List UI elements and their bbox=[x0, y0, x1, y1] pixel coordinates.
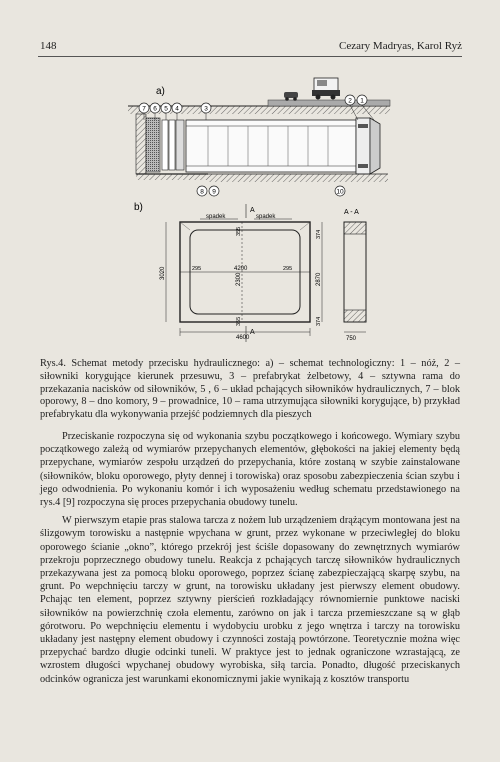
dim-top-wall: 355 bbox=[236, 226, 242, 236]
callout-5: 5 bbox=[164, 105, 168, 113]
callout-9: 9 bbox=[212, 188, 216, 196]
callout-8: 8 bbox=[200, 188, 204, 196]
dim-section-bottom: 374 bbox=[316, 316, 322, 326]
page-number: 148 bbox=[40, 40, 57, 52]
dim-section-height: 2870 bbox=[316, 272, 322, 286]
callout-6: 6 bbox=[153, 105, 157, 113]
panel-a-label: a) bbox=[156, 86, 165, 97]
dim-section-top: 374 bbox=[316, 229, 322, 239]
tunnel-segments bbox=[186, 120, 356, 172]
header-rule bbox=[38, 56, 462, 57]
dim-inner-height: 2300 bbox=[236, 272, 242, 286]
cutting-shield bbox=[356, 118, 380, 174]
dim-right-haunch: 295 bbox=[283, 266, 293, 272]
section-aa bbox=[344, 222, 366, 322]
callout-10: 10 bbox=[336, 188, 344, 196]
dim-left-haunch: 295 bbox=[192, 266, 202, 272]
section-title: A - A bbox=[344, 209, 359, 216]
panel-b-label: b) bbox=[134, 202, 143, 213]
section-marker-bottom: A bbox=[250, 329, 255, 336]
bottom-callouts bbox=[197, 186, 345, 196]
caption-label: Rys.4. bbox=[40, 358, 66, 369]
dim-bottom-wall: 355 bbox=[236, 316, 242, 326]
callout-1: 1 bbox=[360, 97, 364, 105]
paragraph-2: W pierwszym etapie pras stalowa tarcza z nożem lub urządzeniem drążącym montowana jest na ślizgowym torowisku a następnie wpychana w grunt, przez wykonane w przeciwległej do bloku oporowego ścianie „okno”, którego przekrój jest ściśle dopasowany do zewnętrznych wymiarów przekroju poprzecznego obudowy tunelu. Reakcja z pchających tarczę siłowników hydraulicznych przekazywana jest za pomocą bloku oporowego, poprzez ścianę zabezpieczającą skarpę szybu, na grunt. Po wepchnięciu tarczy w grunt, na torowisku układany jest pierwszy element obudowy. Pchając ten element, poprzez sztywny pierścień rozkładający równomiernie punktowe naciski siłowników na powierzchnię czoła elementu, zarówno on jak i tarcza przemieszczane są w głąb górotworu. Po wepchnięciu elementu i wydobyciu urobku z jego wnętrza i tarczy na torowisku układany jest następny element obudowy i czynności zostają powtórzone. Teoretycznie można więc przepychać bardzo długie odcinki tuneli. W praktyce jest to jednak ograniczone wzrastającą, ze wzrostem długości wpychanej obudowy wyrobiska, siłą tarcia. Ponadto, długość przeciskanych odcinków ogranicza jest warunkami ekonomicznymi jakie wynikają z kosztów transportu bbox=[40, 515, 460, 685]
dim-overall-width: 4600 bbox=[236, 335, 250, 341]
dim-section-width: 750 bbox=[346, 336, 357, 342]
subsoil-hatch bbox=[208, 174, 388, 182]
callout-3: 3 bbox=[204, 105, 208, 113]
section-marker-top: A bbox=[250, 207, 255, 214]
figure-4 bbox=[118, 64, 400, 346]
truck bbox=[312, 78, 340, 100]
car bbox=[284, 92, 298, 101]
callout-4: 4 bbox=[175, 105, 179, 113]
slope-label-left: spadek bbox=[206, 214, 226, 220]
callout-7: 7 bbox=[142, 105, 146, 113]
caption-text: Schemat metody przecisku hydraulicznego: a) – schemat technologiczny: 1 – nóż, 2 – siłowniki korygujące kierunek przesuwu, 3 – prefabrykat żelbetowy, 4 – sztywna rama do przekazania nacisków od siłowników, 5 , 6 – układ pchających siłowników hydraulicznych, 7 – blok oporowy, 8 – dno komory, 9 – prowadnice, 10 – rama utrzymująca siłowniki korygujące, b) przykład prefabrykatu dla wykonywania przejść podziemnych dla pieszych bbox=[40, 358, 460, 421]
running-head: Cezary Madryas, Karol Ryż bbox=[339, 40, 462, 52]
body-text bbox=[40, 430, 460, 686]
figure-caption bbox=[40, 358, 460, 422]
dim-inner-width: 4200 bbox=[234, 266, 248, 272]
road-deck bbox=[268, 97, 390, 106]
paragraph-1: Przeciskanie rozpoczyna się od wykonania szybu początkowego i końcowego. Wymiary szybu początkowego zależą od wymiarów przepychanych elementów, głębokości na jakiej elementy będą przepychane, wymiarów zespołu urządzeń do przepychania, które zostaną w szybie zainstalowane (siłowników, bloku oporowego, płyty dennej i torowiska) oraz sposobu zabezpieczenia ścian szybu i jego odwodnienia. Po wykonaniu komór i ich wyposażeniu według schematu przedstawionego na rys.4 [9] rozpoczyna się proces przepychania obudowy tunelu. bbox=[40, 431, 460, 509]
slope-label-right: spadek bbox=[256, 214, 276, 220]
callout-2: 2 bbox=[348, 97, 352, 105]
dim-overall-height: 3020 bbox=[160, 266, 166, 280]
